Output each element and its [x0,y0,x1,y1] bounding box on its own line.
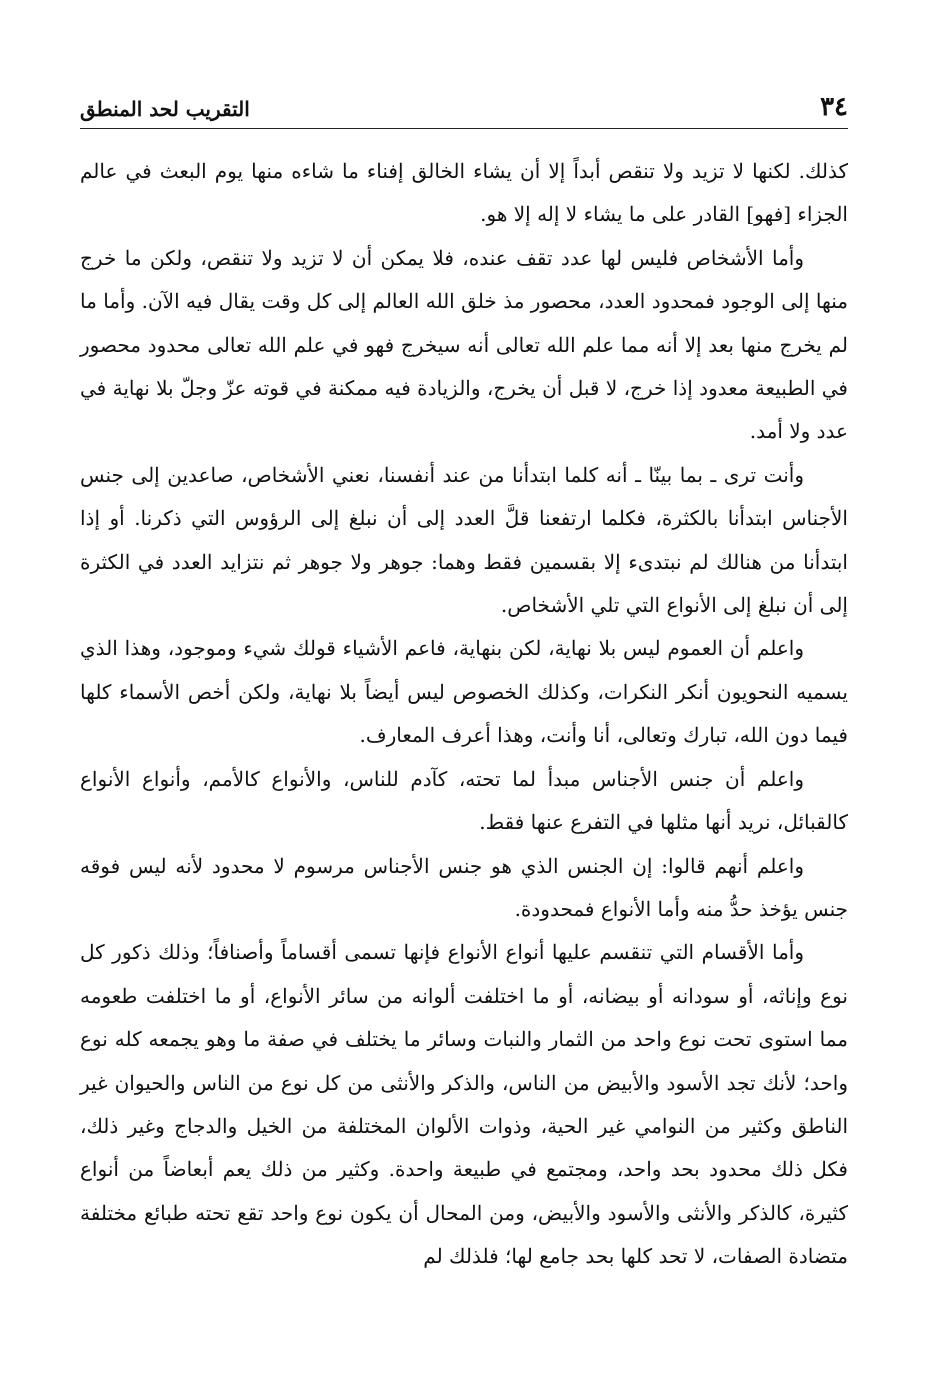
paragraph-3: وأنت ترى ـ بما بينّا ـ أنه كلما ابتدأنا من عند أنفسنا، نعني الأشخاص، صاعدين إلى جنس الأجناس ابتدأنا بالكثرة، فكلما ارتفعنا قلَّ العدد إلى أن نبلغ إلى الرؤوس التي ذكرنا. أو إذا ابتدأنا من هنالك لم نبتدىء إلا بقسمين فقط وهما: جوهر ولا جوهر ثم نتزايد العدد في الكثرة إلى أن نبلغ إلى الأنواع التي تلي الأشخاص. [80,462,848,618]
running-header [80,88,848,129]
paragraph-2: وأما الأشخاص فليس لها عدد تقف عنده، فلا يمكن أن لا تزيد ولا تنقص، ولكن ما خرج منها إلى الوجود فمحدود العدد، محصور مذ خلق الله العالم إلى كل وقت يقال فيه الآن. وأما ما لم يخرج منها بعد إلا أنه مما علم الله تعالى أنه سيخرج فهو في علم الله تعالى محدود محصور في الطبيعة معدود إذا خرج، لا قبل أن يخرج، والزيادة فيه ممكنة في قوته عزّ وجلّ بلا نهاية في عدد ولا أمد. [80,245,848,444]
page-number: ٣٤ [820,92,848,122]
paragraph-4: واعلم أن العموم ليس بلا نهاية، لكن بنهاية، فاعم الأشياء قولك شيء وموجود، وهذا الذي يسميه النحويون أنكر النكرات، وكذلك الخصوص ليس أيضاً بلا نهاية، ولكن أخص الأسماء كلها فيما دون الله، تبارك وتعالى، أنا وأنت، وهذا أعرف المعارف. [80,636,848,748]
paragraph-6: واعلم أنهم قالوا: إن الجنس الذي هو جنس الأجناس مرسوم لا محدود لأنه ليس فوقه جنس يؤخذ حدُّ منه وأما الأنواع فمحدودة. [80,853,848,921]
paragraph-7: وأما الأقسام التي تنقسم عليها أنواع الأنواع فإنها تسمى أقساماً وأصنافاً؛ وذلك ذكور كل نوع وإناثه، أو سودانه أو بيضانه، أو ما اختلفت ألوانه من سائر الأنواع، أو ما اختلفت طعومه مما استوى تحت نوع واحد من الثمار والنبات وسائر ما يختلف في صفة ما وهو يجمعه كله نوع واحد؛ لأنك تجد الأسود والأبيض من الناس، والذكر والأنثى من كل نوع من الناس والحيوان غير الناطق وكثير من النوامي غير الحية، وذوات الألوان المختلفة من الخيل والدجاج وغير ذلك، فكل ذلك محدود بحد واحد، ومجتمع في طبيعة واحدة. وكثير من ذلك يعم أبعاضاً من أنواع كثيرة، كالذكر والأنثى والأسود والأبيض، ومن المحال أن يكون نوع واحد تقع تحته طبائع مختلفة متضادة الصفات، لا تحد كلها بحد جامع لها؛ فلذلك لم [80,940,848,1269]
paragraph-5: واعلم أن جنس الأجناس مبدأ لما تحته، كآدم للناس، والأنواع كالأمم، وأنواع الأنواع كالقبائل، نريد أنها مثلها في التفرع عنها فقط. [80,766,848,835]
paragraph-1: كذلك. لكنها لا تزيد ولا تنقص أبداً إلا أن يشاء الخالق إفناء ما شاءه منها يوم البعث في عالم الجزاء [فهو] القادر على ما يشاء لا إله إلا هو. [80,159,848,227]
book-title: التقريب لحد المنطق [80,97,250,121]
body-text [80,150,848,1279]
